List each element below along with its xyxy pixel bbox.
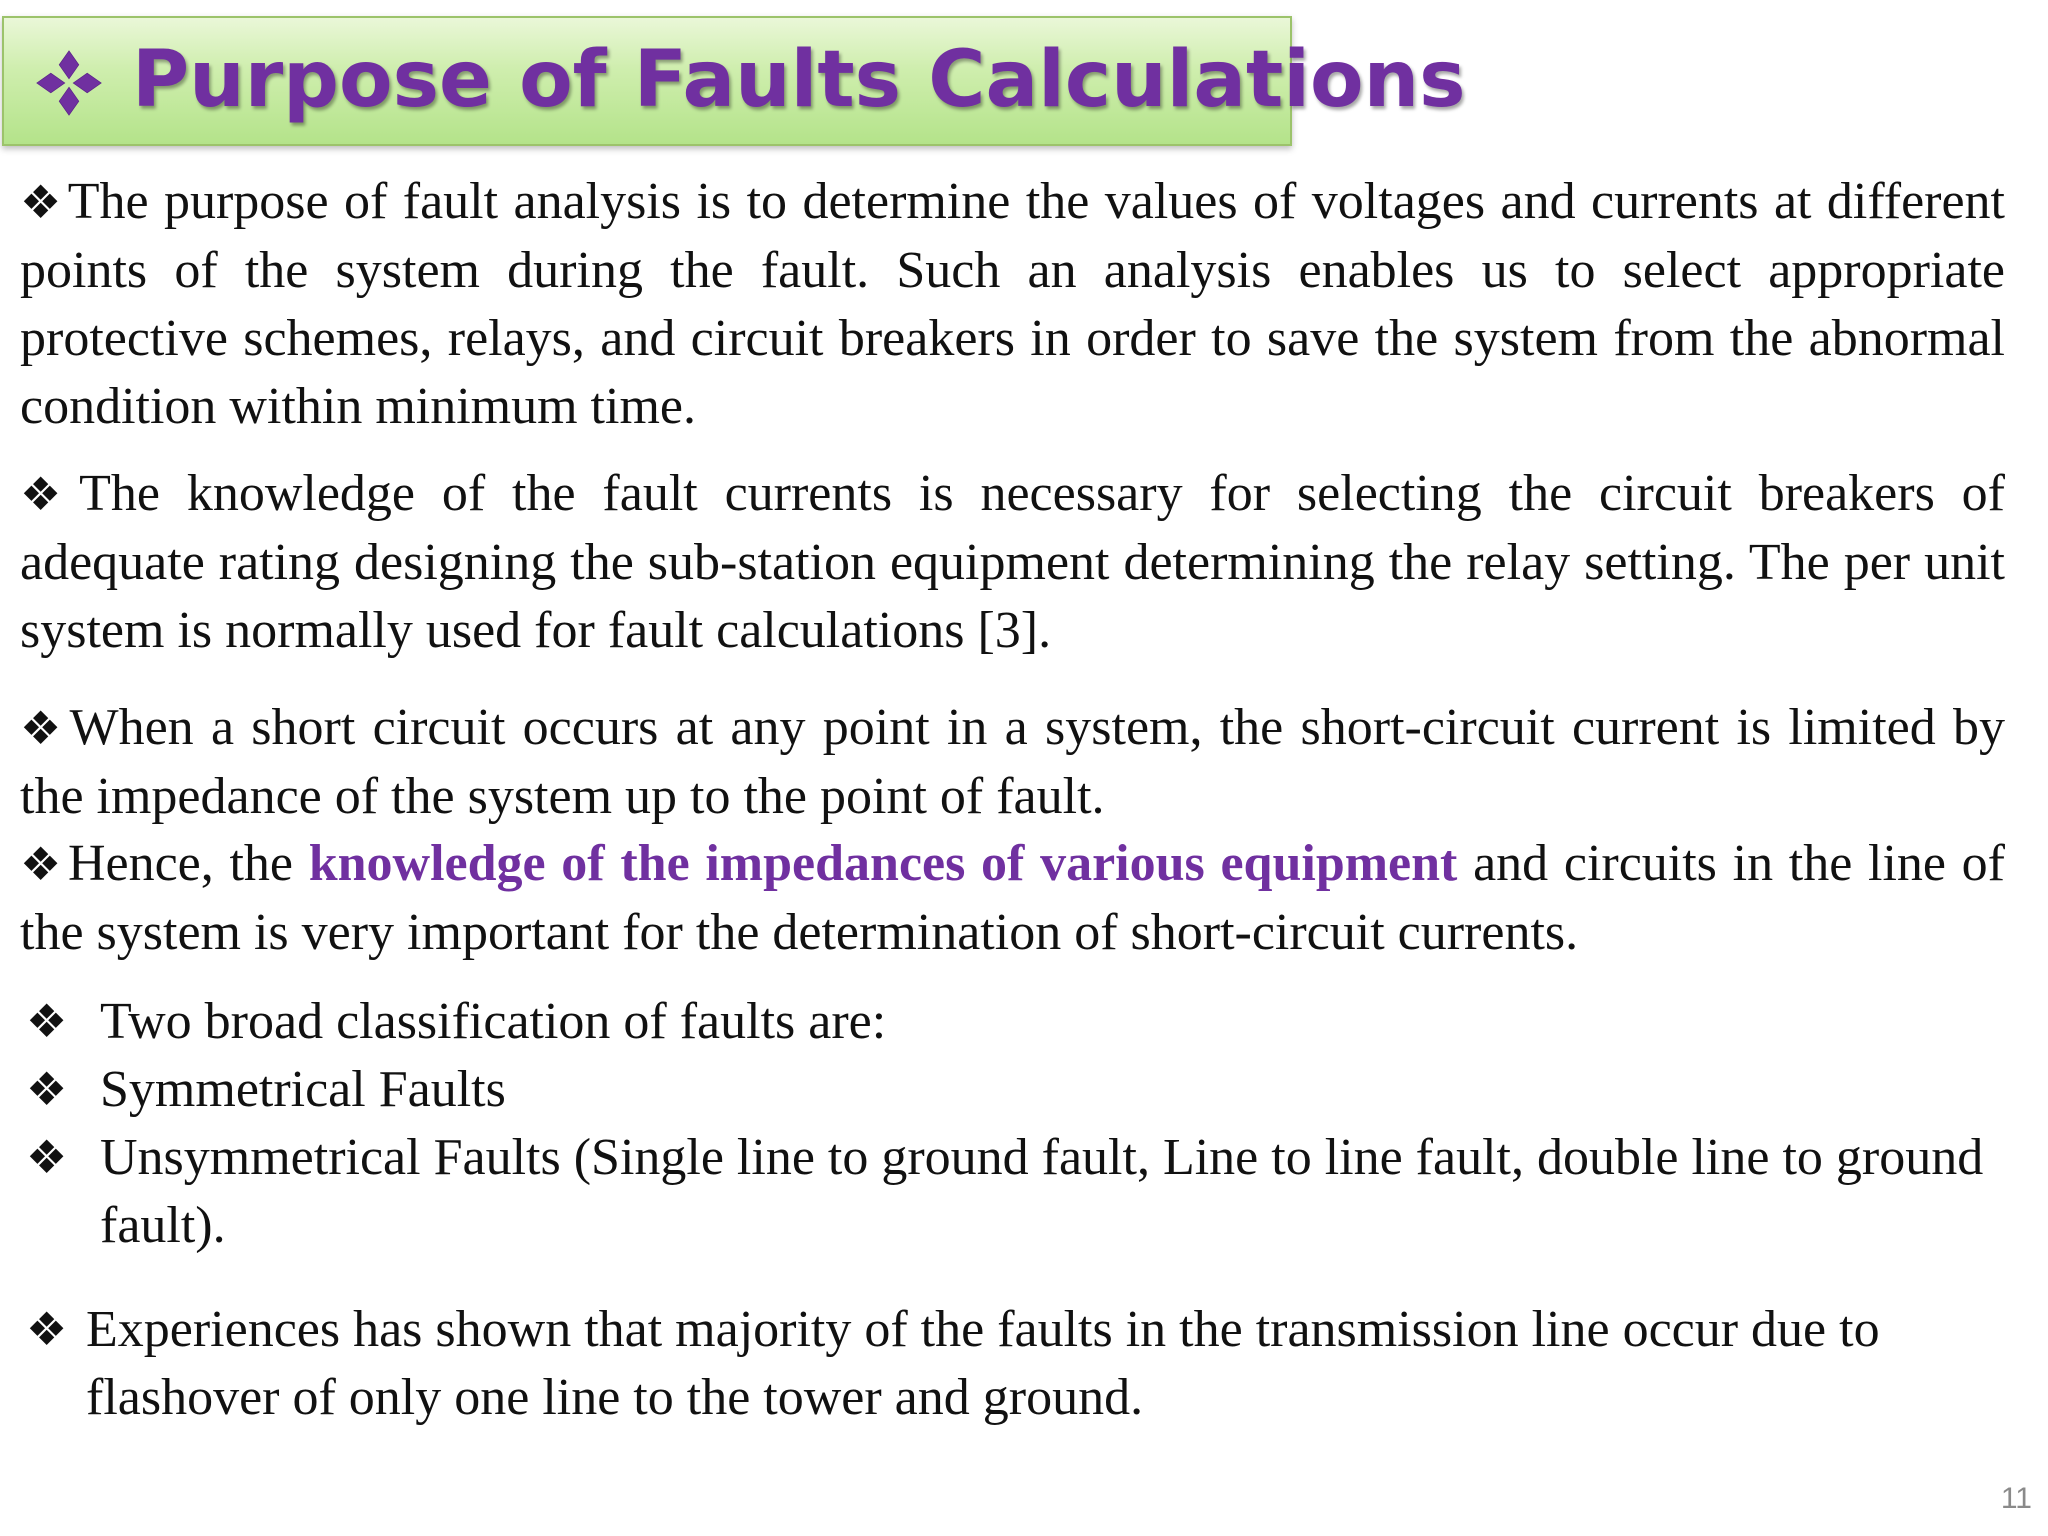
bullet-icon: ❖ bbox=[20, 469, 76, 520]
list-item bbox=[20, 1296, 2010, 1432]
paragraph-short-circuit bbox=[20, 694, 2005, 831]
list-item bbox=[20, 988, 2010, 1056]
bullet-icon: ❖ bbox=[26, 1132, 68, 1183]
closing-text: Experiences has shown that majority of the faults in the transmission line occur due to flashover of only one line to the tower and ground. bbox=[86, 1301, 1880, 1426]
bullet-icon: ❖ bbox=[20, 703, 66, 754]
title-banner bbox=[2, 16, 1466, 146]
paragraph-impedance bbox=[20, 830, 2005, 967]
list-item-text: Unsymmetrical Faults (Single line to ground fault, Line to line fault, double line to ground fault). bbox=[100, 1129, 1984, 1254]
bullet-icon: ❖ bbox=[26, 1064, 68, 1115]
paragraph-knowledge bbox=[20, 460, 2005, 665]
list-item bbox=[20, 1056, 2010, 1124]
page-number: 11 bbox=[2000, 1482, 2032, 1515]
classification-list bbox=[20, 988, 2010, 1260]
bullet-icon: ❖ bbox=[26, 996, 68, 1047]
list-item bbox=[20, 1124, 2010, 1260]
page-title: Purpose of Faults Calculations bbox=[132, 35, 1466, 125]
paragraph-text: When a short circuit occurs at any point in a system, the short-circuit current is limited by the impedance of the system up to the point of fault. bbox=[20, 699, 2005, 825]
paragraph-prefix: Hence, the bbox=[67, 835, 309, 892]
bullet-icon: ❖ bbox=[20, 839, 64, 890]
list-item-text: Two broad classification of faults are: bbox=[100, 993, 887, 1050]
paragraph-emphasis: knowledge of the impedances of various equipment bbox=[308, 835, 1458, 892]
bullet-icon: ❖ bbox=[20, 177, 64, 228]
paragraph-suffix: and circuits in the line of the system is very important for the determination of short-circuit currents. bbox=[20, 835, 2005, 961]
paragraph-text: The purpose of fault analysis is to determine the values of voltages and currents at different points of the system during the fault. Such an analysis enables us to select appropriate protective schemes, relays, and circuit breakers in order to save the system from the abnormal condition within minimum time. bbox=[20, 173, 2005, 435]
list-item-text: Symmetrical Faults bbox=[100, 1061, 506, 1118]
paragraph-purpose bbox=[20, 168, 2005, 441]
four-diamond-bullet-icon bbox=[34, 48, 104, 118]
paragraph-text: The knowledge of the fault currents is necessary for selecting the circuit breakers of adequate rating designing the sub-station equipment determining the relay setting. The per unit system is normally used for fault calculations [3]. bbox=[20, 465, 2005, 659]
closing-note bbox=[20, 1296, 2010, 1432]
bullet-icon: ❖ bbox=[26, 1304, 68, 1355]
